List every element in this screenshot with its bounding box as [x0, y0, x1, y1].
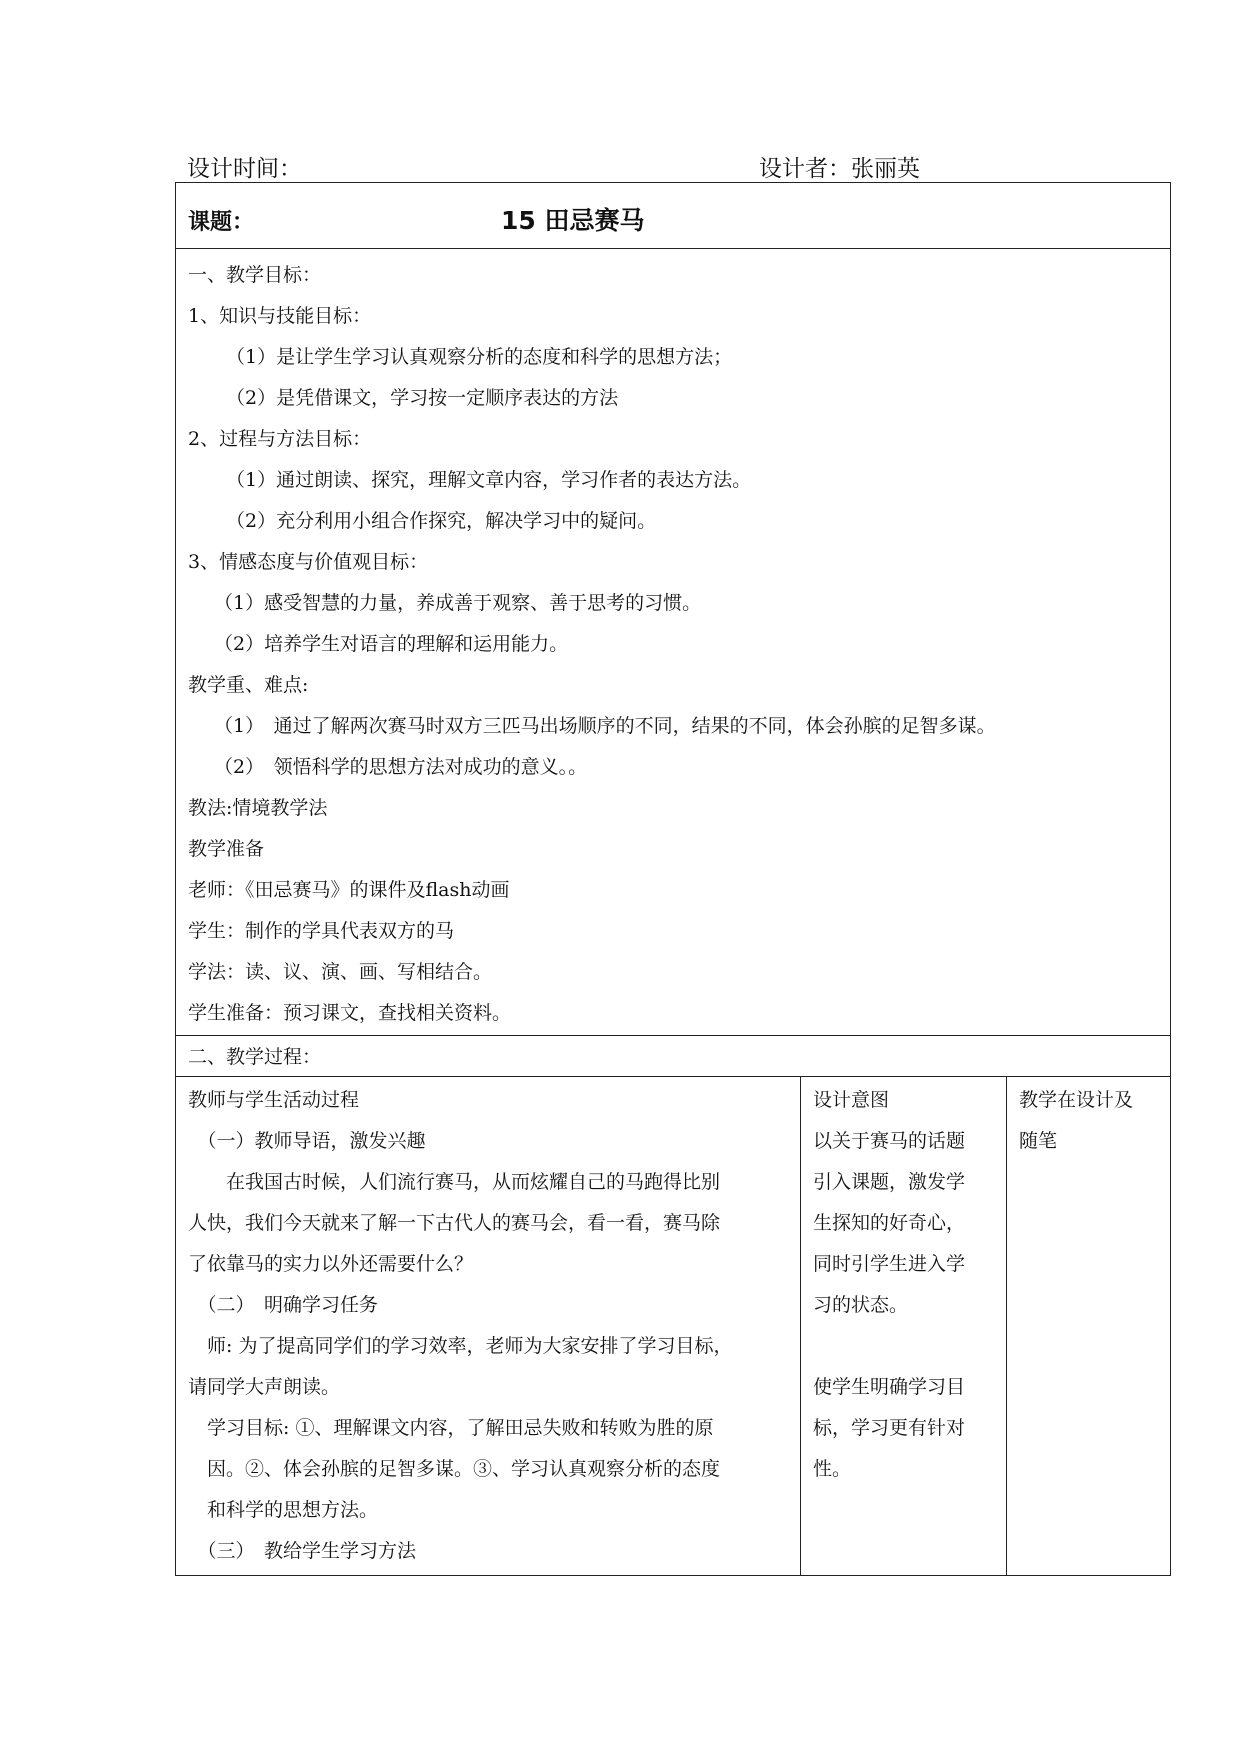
topic-title: 15 田忌赛马	[501, 206, 645, 235]
intent-line: 生探知的好奇心，	[813, 1212, 966, 1234]
intent-line: 引入课题，激发学	[813, 1171, 966, 1193]
student-tools: 学生：制作的学具代表双方的马	[188, 920, 455, 942]
notes-line: 教学在设计及	[1019, 1089, 1134, 1111]
intent-text	[813, 1080, 965, 1490]
process-goal-item: （1）通过朗读、探究，理解文章内容，学习作者的表达方法。	[226, 469, 752, 491]
designer: 设计者：张丽英	[759, 156, 920, 182]
topic-label: 课题：	[188, 210, 255, 235]
key-point-item: （2） 领悟科学的思想方法对成功的意义。。	[214, 756, 588, 778]
knowledge-goal-item: （1）是让学生学习认真观察分析的态度和科学的思想方法；	[226, 346, 733, 368]
activity-line: （二） 明确学习任务	[188, 1294, 379, 1316]
activity-line: 请同学大声朗读。	[188, 1376, 341, 1398]
activity-column	[176, 1077, 801, 1575]
intent-line: 设计意图	[813, 1089, 890, 1111]
knowledge-goal-item: （2）是凭借课文，学习按一定顺序表达的方法	[226, 387, 619, 409]
activity-line: 和科学的思想方法。	[188, 1499, 379, 1521]
intent-line: 以关于赛马的话题	[813, 1130, 966, 1152]
goals-section-title: 一、教学目标：	[188, 264, 322, 286]
activity-line: （三） 教给学生学习方法	[188, 1540, 417, 1562]
process-goal-item: （2）充分利用小组合作探究，解决学习中的疑问。	[226, 510, 657, 532]
intent-line: 习的状态。	[813, 1294, 909, 1316]
teaching-method: 教法:情境教学法	[188, 797, 328, 819]
teaching-goals-section	[176, 249, 1170, 1036]
prep-title: 教学准备	[188, 838, 265, 860]
activity-line: 在我国古时候，人们流行赛马，从而炫耀自己的马跑得比别	[188, 1171, 721, 1193]
design-intent-column	[801, 1077, 1007, 1575]
topic-row	[176, 183, 1170, 249]
activity-line: （一）教师导语，激发兴趣	[188, 1130, 426, 1152]
emotion-goal-title: 3、情感态度与价值观目标：	[188, 551, 429, 573]
activity-line: 师: 为了提高同学们的学习效率，老师为大家安排了学习目标，	[188, 1335, 733, 1357]
study-method: 学法：读、议、演、画、写相结合。	[188, 961, 493, 983]
intent-line: 性。	[813, 1458, 852, 1480]
activity-line: 学习目标: ①、理解课文内容，了解田忌失败和转败为胜的原	[188, 1417, 714, 1439]
activity-line: 因。②、体会孙膑的足智多谋。③、学习认真观察分析的态度	[188, 1458, 721, 1480]
header-row	[187, 150, 1187, 182]
intent-line: 同时引学生进入学	[813, 1253, 966, 1275]
teaching-process-header	[176, 1036, 1170, 1077]
process-section-title: 二、教学过程：	[188, 1046, 322, 1068]
intent-line	[813, 1326, 965, 1367]
design-time: 设计时间：	[187, 156, 302, 182]
key-point-item: （1） 通过了解两次赛马时双方三匹马出场顺序的不同，结果的不同，体会孙膑的足智多谋。	[214, 715, 996, 737]
key-points-title: 教学重、难点:	[188, 674, 309, 696]
notes-column	[1007, 1077, 1170, 1575]
emotion-goal-item: （2）培养学生对语言的理解和运用能力。	[214, 633, 569, 655]
process-goal-title: 2、过程与方法目标：	[188, 428, 372, 450]
notes-text	[1019, 1080, 1133, 1162]
lesson-table	[175, 182, 1171, 1576]
activity-line: 人快，我们今天就来了解一下古代人的赛马会，看一看，赛马除	[188, 1212, 721, 1234]
emotion-goal-item: （1）感受智慧的力量，养成善于观察、善于思考的习惯。	[214, 592, 702, 614]
intent-line: 使学生明确学习目	[813, 1376, 966, 1398]
intent-line: 标，学习更有针对	[813, 1417, 966, 1439]
activity-line: 了依靠马的实力以外还需要什么？	[188, 1253, 474, 1275]
activity-line: 教师与学生活动过程	[188, 1089, 360, 1111]
process-columns	[176, 1077, 1170, 1575]
teacher-prep: 老师：《田忌赛马》的课件及flash动画	[188, 879, 510, 901]
student-prep: 学生准备：预习课文，查找相关资料。	[188, 1002, 512, 1024]
activity-text	[188, 1080, 732, 1572]
notes-line: 随笔	[1019, 1130, 1058, 1152]
knowledge-goal-title: 1、知识与技能目标：	[188, 305, 372, 327]
